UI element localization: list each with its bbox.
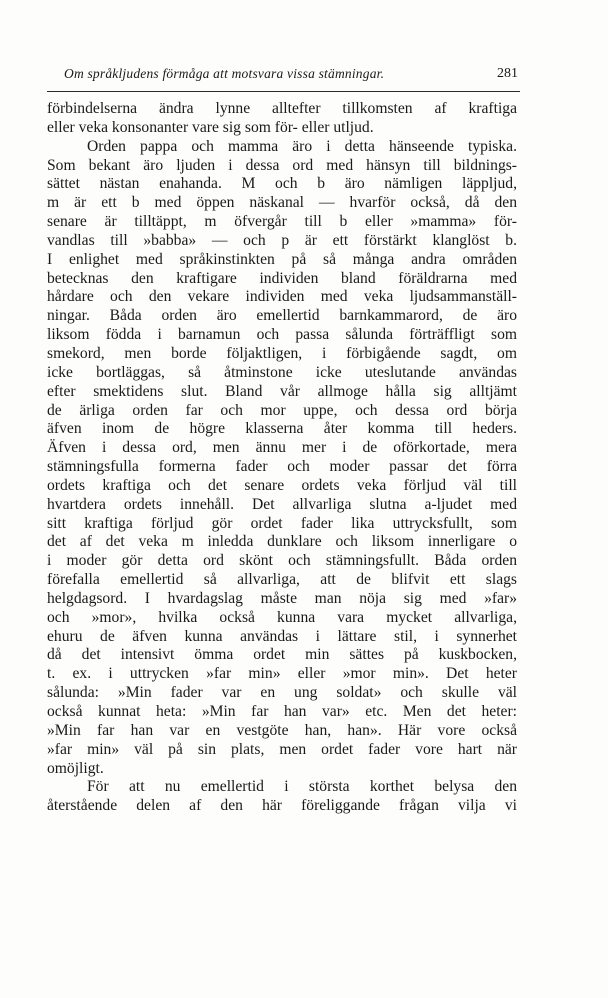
text-line: förefalla emellertid så allvarliga, att de blifvit ett slags: [47, 571, 517, 589]
text-line: sättet nästan enahanda. M och b äro nämligen läppljud,: [47, 175, 517, 193]
text-line: det af det veka m inledda dunklare och liksom innerligare o: [47, 533, 517, 551]
text-line: också kunnat heta: »Min far han var» etc. Men det heter:: [47, 703, 517, 720]
text-line: m är ett b med öppen näskanal — hvarför också, då den: [47, 194, 517, 212]
text-line: äfven inom de högre klasserna åter komma till heders.: [47, 420, 517, 438]
text-line: i moder gör detta ord skönt och stämningsfullt. Båda orden: [47, 552, 517, 570]
text-line: Som bekant äro ljuden i dessa ord med hänsyn till bildnings-: [47, 156, 517, 174]
header-rule: [47, 91, 520, 92]
text-line: hvartdera ordets innehåll. Det allvarliga slutna a-ljudet med: [47, 495, 517, 513]
page-number: 281: [497, 66, 518, 81]
text-line: återstående delen af den här föreliggande frågan vilja vi: [47, 797, 517, 815]
text-line: eller veka konsonanter vare sig som för- eller utljud.: [47, 118, 374, 136]
text-line: hårdare och den vekare individen med veka ljudsammanställ-: [47, 288, 517, 306]
text-line: helgdagsord. I hvardagslag måste man nöja sig med »far»: [47, 589, 517, 607]
text-line: smekord, men borde följaktligen, i förbigående sagdt, om: [47, 344, 517, 362]
text-line: I enlighet med språkinstinkten på så många andra områden: [47, 250, 517, 268]
text-line: sålunda: »Min fader var en ung soldat» och skulle väl: [47, 684, 517, 702]
text-line: förbindelserna ändra lynne alltefter tillkomsten af kraftiga: [47, 100, 517, 117]
running-title: Om språkljudens förmåga att motsvara vissa stämningar.: [64, 66, 385, 81]
text-line: och »mor», hvilka också kunna vara mycket allvarliga,: [47, 608, 517, 626]
text-line: ningar. Båda orden äro emellertid barnkammarord, de äro: [47, 307, 517, 325]
text-line: t. ex. i uttrycken »far min» eller »mor min». Det heter: [47, 665, 517, 683]
text-line: Orden pappa och mamma äro i detta hänseende typiska.: [87, 137, 517, 155]
text-line: liksom födda i barnamun och passa sålunda förträffligt som: [47, 326, 517, 344]
text-line: För att nu emellertid i största korthet belysa den: [87, 778, 517, 796]
running-head: [48, 66, 518, 88]
body-text: [47, 100, 517, 816]
text-line: omöjligt.: [47, 759, 104, 777]
text-line: ehuru de äfven kunna användas i lättare stil, i synnerhet: [47, 627, 517, 645]
text-line: »far min» väl på sin plats, men ordet fader vore hart när: [47, 740, 517, 758]
text-line: då det intensivt ömma ordet min sättes på kuskbocken,: [47, 646, 517, 664]
text-line: »Min far han var en vestgöte han, han». Här vore också: [47, 721, 517, 739]
text-line: de ärliga orden far och mor uppe, och dessa ord börja: [47, 401, 517, 419]
text-line: senare är tilltäppt, m öfvergår till b eller »mamma» för-: [47, 213, 517, 231]
text-line: efter smektidens slut. Bland vår allmoge hålla sig alltjämt: [47, 382, 517, 400]
text-line: stämningsfulla formerna fader och moder passar det förra: [47, 458, 517, 476]
text-line: ordets kraftiga och det senare ordets veka förljud väl till: [47, 476, 517, 494]
text-line: sitt kraftiga förljud gör ordet fader lika uttrycksfullt, som: [47, 514, 517, 532]
text-line: vandlas till »babba» — och p är ett förstärkt klanglöst b.: [47, 231, 517, 249]
text-line: betecknas den kraftigare individen bland föräldrarna med: [47, 269, 517, 287]
text-line: icke bortläggas, så åtminstone icke uteslutande användas: [47, 363, 517, 381]
text-line: Äfven i dessa ord, men ännu mer i de oförkortade, mera: [47, 439, 517, 457]
